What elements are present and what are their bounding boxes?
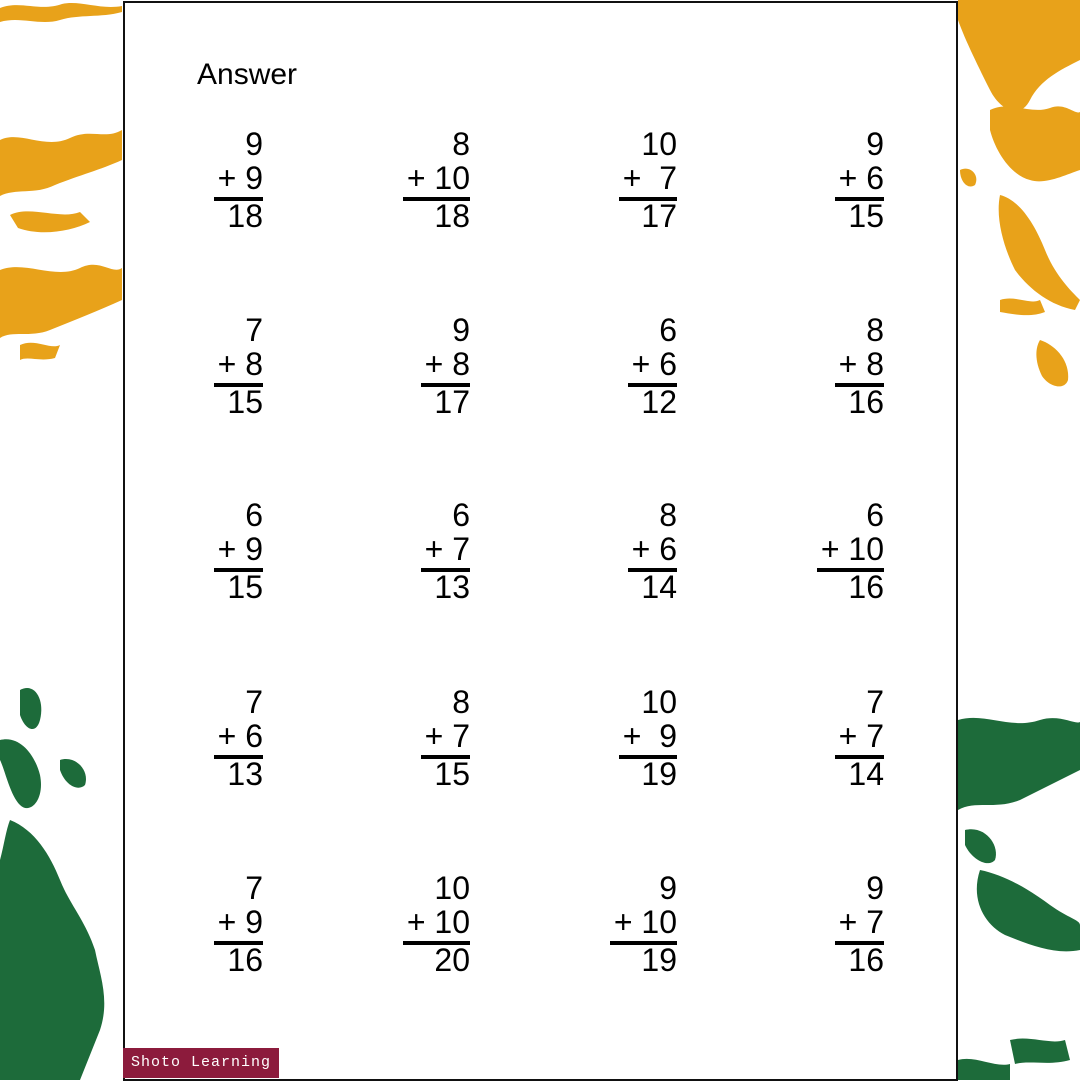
addition-problem (360, 871, 470, 981)
problem-second-addend: + 10 (406, 160, 470, 196)
problem-top-addend: 9 (659, 870, 677, 906)
problem-answer: 17 (641, 198, 677, 234)
problem-top-addend: 8 (452, 126, 470, 162)
addition-problem (774, 498, 884, 608)
problem-top-addend: 7 (245, 312, 263, 348)
problem-second-addend: + 8 (424, 346, 470, 382)
problem-second-addend: + 6 (217, 718, 263, 754)
problem-top-addend: 6 (866, 497, 884, 533)
problem-second-addend: + 6 (838, 160, 884, 196)
problem-top-addend: 8 (659, 497, 677, 533)
problem-top-addend: 10 (434, 870, 470, 906)
brand-badge: Shoto Learning (123, 1048, 279, 1078)
problem-top-addend: 8 (866, 312, 884, 348)
problem-answer: 16 (848, 569, 884, 605)
addition-problem (360, 685, 470, 795)
problem-top-addend: 9 (245, 126, 263, 162)
problem-second-addend: + 7 (838, 904, 884, 940)
problem-second-addend: + 9 (217, 904, 263, 940)
problem-answer: 12 (641, 384, 677, 420)
problem-second-addend: + 7 (424, 718, 470, 754)
addition-problem (567, 127, 677, 237)
addition-problem (774, 127, 884, 237)
problem-second-addend: + 10 (820, 531, 884, 567)
problem-second-addend: + 8 (838, 346, 884, 382)
problem-answer: 19 (641, 942, 677, 978)
problem-top-addend: 6 (245, 497, 263, 533)
problem-second-addend: + 6 (631, 531, 677, 567)
problem-answer: 14 (848, 756, 884, 792)
problem-answer: 14 (641, 569, 677, 605)
problem-second-addend: + 9 (217, 160, 263, 196)
worksheet-page (123, 1, 958, 1081)
problem-top-addend: 7 (245, 870, 263, 906)
addition-problem (153, 313, 263, 423)
addition-problem (153, 127, 263, 237)
problem-second-addend: + 9 (622, 718, 677, 754)
problem-answer: 15 (227, 569, 263, 605)
problem-top-addend: 10 (641, 684, 677, 720)
addition-problem (567, 685, 677, 795)
problem-answer: 16 (848, 384, 884, 420)
addition-problem (360, 127, 470, 237)
problem-answer: 17 (434, 384, 470, 420)
problem-answer: 13 (227, 756, 263, 792)
problem-second-addend: + 9 (217, 531, 263, 567)
problem-top-addend: 6 (452, 497, 470, 533)
problem-second-addend: + 7 (838, 718, 884, 754)
addition-problem (774, 313, 884, 423)
problem-top-addend: 6 (659, 312, 677, 348)
addition-problem (360, 498, 470, 608)
problem-second-addend: + 10 (613, 904, 677, 940)
problem-second-addend: + 8 (217, 346, 263, 382)
addition-problem (153, 871, 263, 981)
problem-answer: 16 (848, 942, 884, 978)
problem-second-addend: + 10 (406, 904, 470, 940)
problem-answer: 15 (848, 198, 884, 234)
addition-problem (567, 498, 677, 608)
problem-top-addend: 9 (866, 126, 884, 162)
problem-answer: 15 (227, 384, 263, 420)
problem-top-addend: 9 (866, 870, 884, 906)
addition-problem (567, 871, 677, 981)
problem-answer: 13 (434, 569, 470, 605)
addition-problem (567, 313, 677, 423)
addition-problem (153, 498, 263, 608)
addition-problem (774, 871, 884, 981)
problem-top-addend: 9 (452, 312, 470, 348)
problem-answer: 15 (434, 756, 470, 792)
page-title: Answer (197, 58, 298, 91)
problem-top-addend: 10 (641, 126, 677, 162)
problem-answer: 20 (434, 942, 470, 978)
problem-second-addend: + 7 (424, 531, 470, 567)
addition-problem (360, 313, 470, 423)
problem-top-addend: 8 (452, 684, 470, 720)
problem-answer: 16 (227, 942, 263, 978)
addition-problem (153, 685, 263, 795)
problem-second-addend: + 7 (622, 160, 677, 196)
problem-answer: 18 (227, 198, 263, 234)
addition-problem (774, 685, 884, 795)
problem-answer: 19 (641, 756, 677, 792)
problem-second-addend: + 6 (631, 346, 677, 382)
problem-top-addend: 7 (245, 684, 263, 720)
problem-answer: 18 (434, 198, 470, 234)
problem-top-addend: 7 (866, 684, 884, 720)
